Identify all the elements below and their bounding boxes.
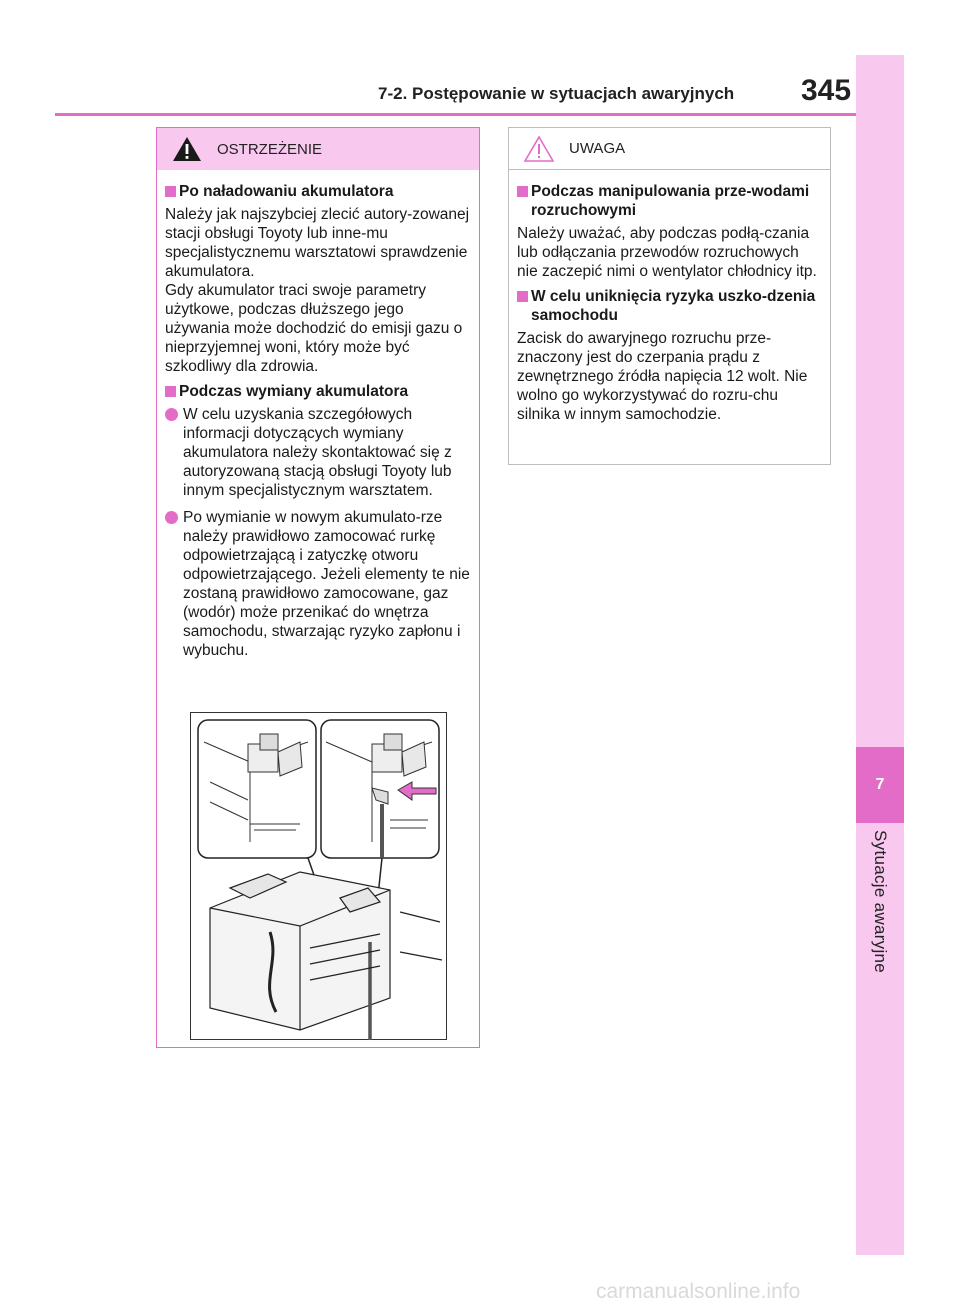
caution-header bbox=[509, 128, 830, 170]
section-title-text: Podczas wymiany akumulatora bbox=[179, 383, 409, 400]
caution-section-title bbox=[517, 287, 822, 325]
square-bullet-icon bbox=[517, 291, 528, 302]
round-bullet-icon bbox=[165, 408, 178, 421]
chapter-label bbox=[856, 830, 904, 1020]
paragraph bbox=[165, 205, 471, 376]
bullet-item bbox=[165, 405, 471, 500]
section-header-title: 7-2. Postępowanie w sytuacjach awaryjnych bbox=[378, 84, 735, 103]
warning-title: OSTRZEŻENIE bbox=[217, 140, 323, 158]
battery-vent-illustration bbox=[190, 712, 447, 1040]
section-title-text: W celu uniknięcia ryzyka uszko-dzenia samochodu bbox=[531, 288, 816, 324]
square-bullet-icon bbox=[165, 386, 176, 397]
caution-section-title bbox=[517, 182, 822, 220]
paragraph-text: Należy jak najszybciej zlecić autory-zowanej stacji obsługi Toyoty lub inne-mu specjalistycznemu warsztatowi sprawdzenie akumulatora. bbox=[165, 206, 470, 280]
bullet-text: W celu uzyskania szczegółowych informacji dotyczących wymiany akumulatora należy skontaktować się z autoryzowaną stacją obsługi Toyoty lub innym specjalistycznym warsztatem. bbox=[183, 406, 452, 499]
warning-header bbox=[157, 128, 479, 170]
paragraph: Zacisk do awaryjnego rozruchu prze-znaczony jest do czerpania prądu z zewnętrznego źródła napięcia 12 wolt. Nie wolno go wykorzystywać do rozru-chu silnika w innym samochodzie. bbox=[517, 330, 808, 423]
square-bullet-icon bbox=[165, 186, 176, 197]
caution-box bbox=[508, 127, 831, 465]
chapter-side-tab bbox=[856, 55, 904, 1255]
page-number: 345 bbox=[801, 74, 852, 107]
paragraph-text: Gdy akumulator traci swoje parametry użytkowe, podczas dłuższego jego używania może dochodzić do emisji gazu o nieprzyjemnej woni, który może być szkodliwy dla zdrowia. bbox=[165, 282, 463, 375]
section-title-text: Podczas manipulowania prze-wodami rozruchowymi bbox=[531, 183, 810, 219]
caution-title: UWAGA bbox=[569, 140, 626, 157]
section-title-text: Po naładowaniu akumulatora bbox=[179, 183, 394, 200]
square-bullet-icon bbox=[517, 186, 528, 197]
bullet-text: Po wymianie w nowym akumulato-rze należy prawidłowo zamocować rurkę odpowietrzającą i zatyczkę otworu odpowietrzającego. Jeżeli elementy te nie zostaną prawidłowo zamocowane, gaz (wodór) może przenikać do wnętrza samochodu, stwarzając ryzyko zapłonu i wybuchu. bbox=[183, 509, 470, 659]
paragraph: Należy uważać, aby podczas podłą-czania lub odłączania przewodów rozruchowych nie zaczepić nimi o wentylator chłodnicy itp. bbox=[517, 225, 817, 280]
watermark: carmanualsonline.info bbox=[596, 1280, 801, 1303]
warning-triangle-icon bbox=[172, 136, 202, 162]
round-bullet-icon bbox=[165, 511, 178, 524]
warning-section-title bbox=[165, 382, 471, 401]
chapter-number: 7 bbox=[856, 747, 904, 823]
header-divider bbox=[55, 113, 856, 116]
warning-section-title bbox=[165, 182, 471, 201]
warning-box bbox=[156, 127, 480, 1048]
bullet-item bbox=[165, 508, 471, 660]
caution-triangle-icon bbox=[524, 136, 554, 162]
chapter-label-text: Sytuacje awaryjne bbox=[871, 830, 890, 974]
